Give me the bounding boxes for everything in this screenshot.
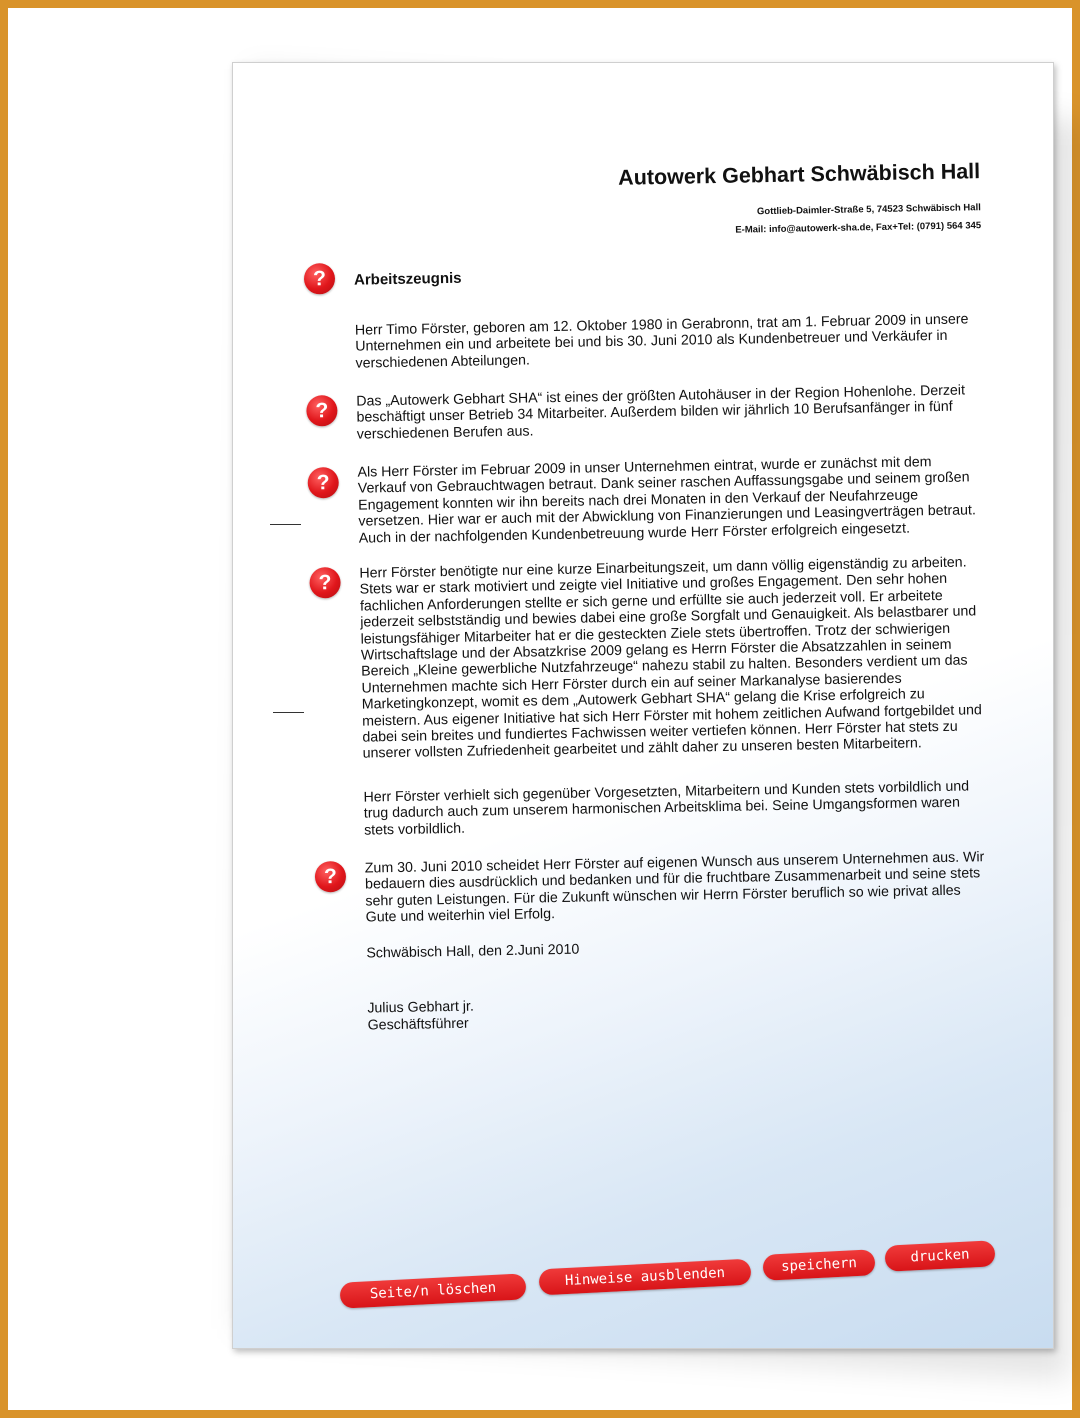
question-icon[interactable]: ? [306, 395, 338, 427]
company-address: Gottlieb-Daimler-Straße 5, 74523 Schwäbisch Hall [756, 202, 981, 218]
signatory-name: Julius Gebhart jr. [367, 998, 474, 1017]
question-icon[interactable]: ? [315, 861, 347, 893]
delete-pages-button[interactable]: Seite/n löschen [339, 1273, 526, 1308]
paragraph-career: Als Herr Förster im Februar 2009 in unser Unternehmen eintrat, wurde er zunächst mit dem Verkauf von Gebrauchtwagen betraut. Dank seiner raschen Auffassungsgabe und seinem großen Engagement konnten wir ihn bereits nach drei Monaten in den Verkauf der Neufahrzeuge versetzen. Hier war er auch mit der Abwicklung von Finanzierungen und Leasingverträgen betraut. Auch in der nachfolgenden Kundenbetreuung wurde Herr Förster erfolgreich eingesetzt. [357, 454, 977, 547]
save-button[interactable]: speichern [762, 1249, 875, 1281]
company-contact: E-Mail: info@autowerk-sha.de, Fax+Tel: (0791) 564 345 [735, 220, 982, 236]
paragraph-performance: Herr Förster benötigte nur eine kurze Einarbeitungszeit, um dann völlig eigenständig zu arbeiten. Stets war er stark motiviert und zeigte viel Initiative und großes Engagement. Den sehr hohen fachlichen Anforderungen stellte er sich gerne und erfüllte sie auch jederzeit voll. Er arbeitete jederzeit selbstständig und bewies dabei eine große Sorgfalt und Genauigkeit. Als belastbarer und leistungsfähiger Mitarbeiter hat er die gesteckten Ziele stets übertroffen. Trotz der schwierigen Wirtschaftslage und der Absatzkrise 2009 gelang es Herrn Förster die Absatzzahlen in seinem Bereich „Kleine gewerbliche Nutzfahrzeuge“ nahezu stabil zu halten. Besonders verdient um das Unternehmen machte sich Herr Förster durch ein auf seiner Markanalyse basierendes Marketingkonzept, womit es dem „Autowerk Gebhart SHA“ gelang die Krise erfolgreich zu meistern. Aus eigener Initiative hat sich Herr Förster mit hohem zeitlichen Aufwand fortgebildet und dabei sein breites und fundiertes Fachwissen weiter vertiefen können. Herr Förster hat stets zu unserer vollsten Zufriedenheit gearbeitet und zählt daher zu unseren besten Mitarbeitern. [359, 554, 983, 763]
paragraph-conduct: Herr Förster verhielt sich gegenüber Vorgesetzten, Mitarbeitern und Kunden stets vorbildlich und trug dadurch auch zum unserem harmonischen Arbeitsklima bei. Seine Umgangsformen waren stets vorbildlich. [363, 778, 970, 839]
paragraph-intro: Herr Timo Förster, geboren am 12. Oktober 1980 in Gerabronn, trat am 1. Februar 2009 in unsere Unternehmen ein und arbeitete bei und bis 30. Juni 2010 als Kundenbetreuer und Verkäufer in verschiedenen Abteilungen. [354, 311, 969, 372]
print-button[interactable]: drucken [884, 1240, 995, 1272]
question-icon[interactable]: ? [304, 263, 336, 295]
company-name: Autowerk Gebhart Schwäbisch Hall [617, 159, 981, 190]
signatory-role: Geschäftsführer [367, 1015, 469, 1034]
question-icon[interactable]: ? [309, 567, 341, 599]
document-content [280, 157, 998, 1170]
paragraph-company: Das „Autowerk Gebhart SHA“ ist eines der größten Autohäuser in der Region Hohenlohe. Derzeit beschäftigt unser Betrieb 34 Mitarbeiter. Außerdem bilden wir jährlich 10 Berufsanfänger in fünf verschiedenen Berufen aus. [356, 382, 966, 443]
place-date: Schwäbisch Hall, den 2.Juni 2010 [366, 941, 580, 962]
hide-hints-button[interactable]: Hinweise ausblenden [538, 1259, 751, 1296]
paragraph-closing: Zum 30. Juni 2010 scheidet Herr Förster auf eigenen Wunsch aus unserem Unternehmen aus. Wir bedauern dies ausdrücklich und bedanken und für die fruchtbare Zusammenarbeit und seine stets sehr guten Leistungen. Für die Zukunft wünschen wir Herrn Förster beruflich so wie privat alles Gute und weiterhin viel Erfolg. [364, 849, 985, 926]
question-icon[interactable]: ? [307, 467, 339, 499]
document-title: Arbeitszeugnis [353, 269, 462, 289]
